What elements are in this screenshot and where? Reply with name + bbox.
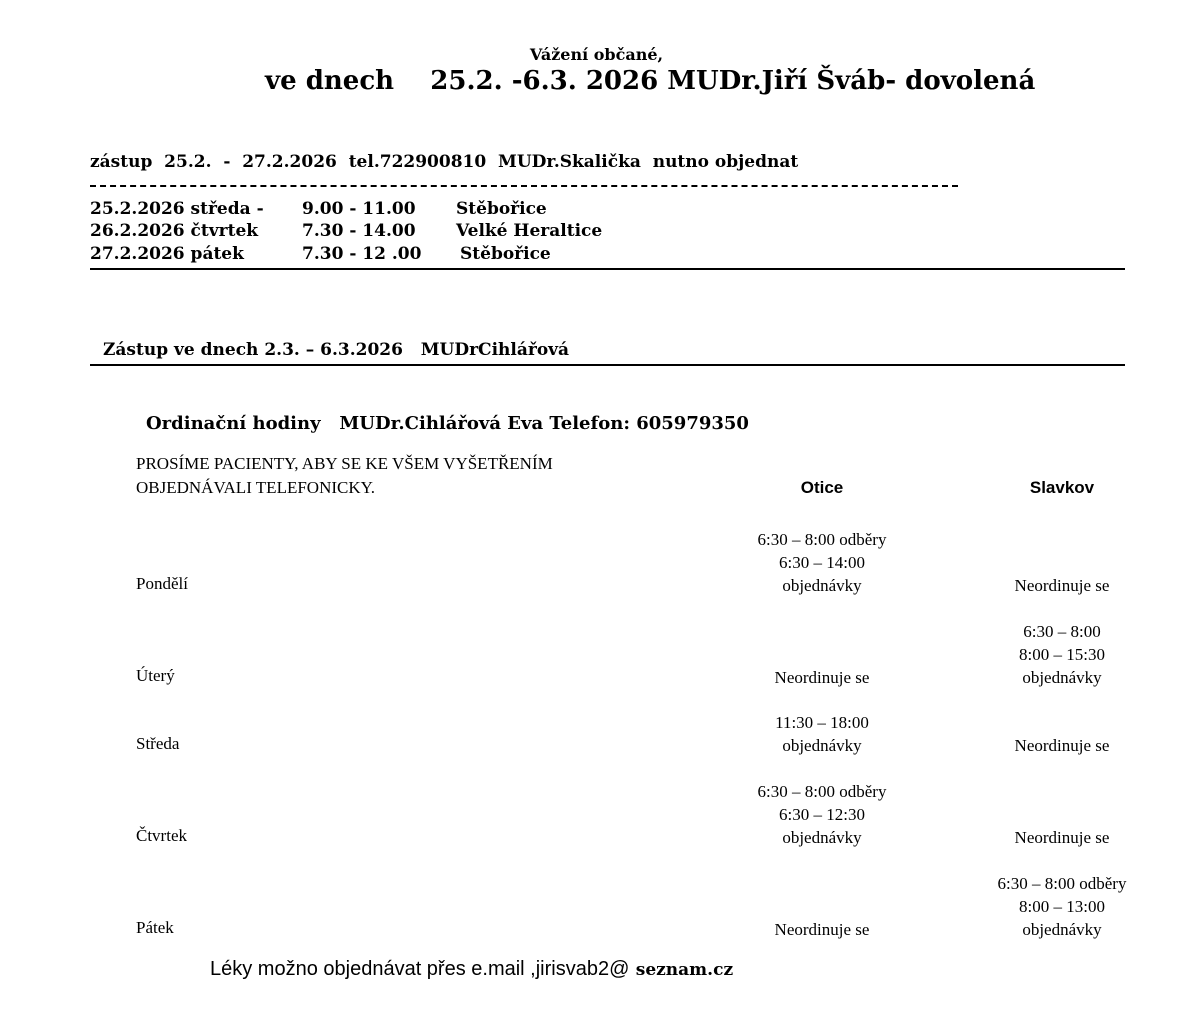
hours-line: 6:30 – 8:00 odběry: [997, 874, 1127, 893]
sub1-row-place: Velké Heraltice: [456, 221, 603, 241]
footer-text: Léky možno objednávat přes e.mail ,jirisvab2@: [210, 958, 630, 980]
hours-line: objednávky: [782, 828, 862, 847]
sub1-row-time: 7.30 - 14.00: [302, 221, 416, 241]
hours-cell-otice: [702, 780, 942, 849]
day-label: Úterý: [136, 666, 175, 685]
sub1-row-date: 26.2.2026 čtvrtek: [90, 221, 259, 241]
sub1-row-date: 27.2.2026 pátek: [90, 244, 244, 264]
schedule-title: Ordinační hodiny MUDr.Cihlářová Eva Telefon: 605979350: [146, 413, 749, 434]
day-label: Čtvrtek: [136, 826, 187, 845]
hours-line: 11:30 – 18:00: [775, 713, 869, 732]
hours-line: Neordinuje se: [1014, 576, 1110, 595]
dashed-divider: [90, 185, 958, 187]
hours-line: 6:30 – 14:00: [779, 553, 865, 572]
hours-line: objednávky: [782, 576, 862, 595]
hours-line: Neordinuje se: [1014, 736, 1110, 755]
day-label: Středa: [136, 734, 180, 753]
column-header-otice: Otice: [800, 478, 844, 497]
hours-line: objednávky: [1022, 920, 1102, 939]
footer-note: [210, 956, 733, 981]
hours-cell-slavkov: [942, 574, 1182, 597]
hours-line: Neordinuje se: [774, 668, 870, 687]
substitute1-title: zástup 25.2. - 27.2.2026 tel.722900810 MUDr.Skalička nutno objednat: [90, 152, 799, 172]
notice-line2: OBJEDNÁVALI TELEFONICKY.: [136, 478, 375, 497]
hours-cell-slavkov: [942, 620, 1182, 689]
hours-cell-slavkov: [942, 826, 1182, 849]
divider: [90, 268, 1125, 270]
substitute2-title: Zástup ve dnech 2.3. – 6.3.2026 MUDrCihlářová: [103, 340, 570, 360]
hours-line: 6:30 – 8:00: [1023, 622, 1101, 641]
hours-cell-otice: [702, 666, 942, 689]
hours-cell-slavkov: [942, 734, 1182, 757]
hours-cell-otice: [702, 528, 942, 597]
greeting: Vážení občané,: [529, 45, 664, 64]
sub1-row-place: Stěbořice: [460, 244, 551, 264]
notice-line1: PROSÍME PACIENTY, ABY SE KE VŠEM VYŠETŘENÍM: [136, 454, 553, 473]
hours-line: 6:30 – 8:00 odběry: [757, 782, 887, 801]
hours-line: Neordinuje se: [774, 920, 870, 939]
day-label: Pondělí: [136, 574, 188, 593]
sub1-row-place: Stěbořice: [456, 199, 547, 219]
column-header-slavkov: Slavkov: [1029, 478, 1095, 497]
hours-cell-otice: [702, 918, 942, 941]
hours-line: 6:30 – 12:30: [779, 805, 865, 824]
hours-line: 8:00 – 15:30: [1019, 645, 1105, 664]
hours-line: Neordinuje se: [1014, 828, 1110, 847]
hours-line: 6:30 – 8:00 odběry: [757, 530, 887, 549]
hours-cell-otice: [702, 711, 942, 757]
sub1-row-time: 7.30 - 12 .00: [302, 244, 422, 264]
hours-line: objednávky: [782, 736, 862, 755]
divider: [90, 364, 1125, 366]
day-label: Pátek: [136, 918, 174, 937]
footer-email-domain[interactable]: seznam.cz: [635, 960, 734, 980]
sub1-row-date: 25.2.2026 středa -: [90, 199, 264, 219]
headline: ve dnech 25.2. -6.3. 2026 MUDr.Jiří Šváb- dovolená: [265, 66, 1036, 96]
sub1-row-time: 9.00 - 11.00: [302, 199, 416, 219]
hours-line: 8:00 – 13:00: [1019, 897, 1105, 916]
hours-cell-slavkov: [942, 872, 1182, 941]
hours-line: objednávky: [1022, 668, 1102, 687]
